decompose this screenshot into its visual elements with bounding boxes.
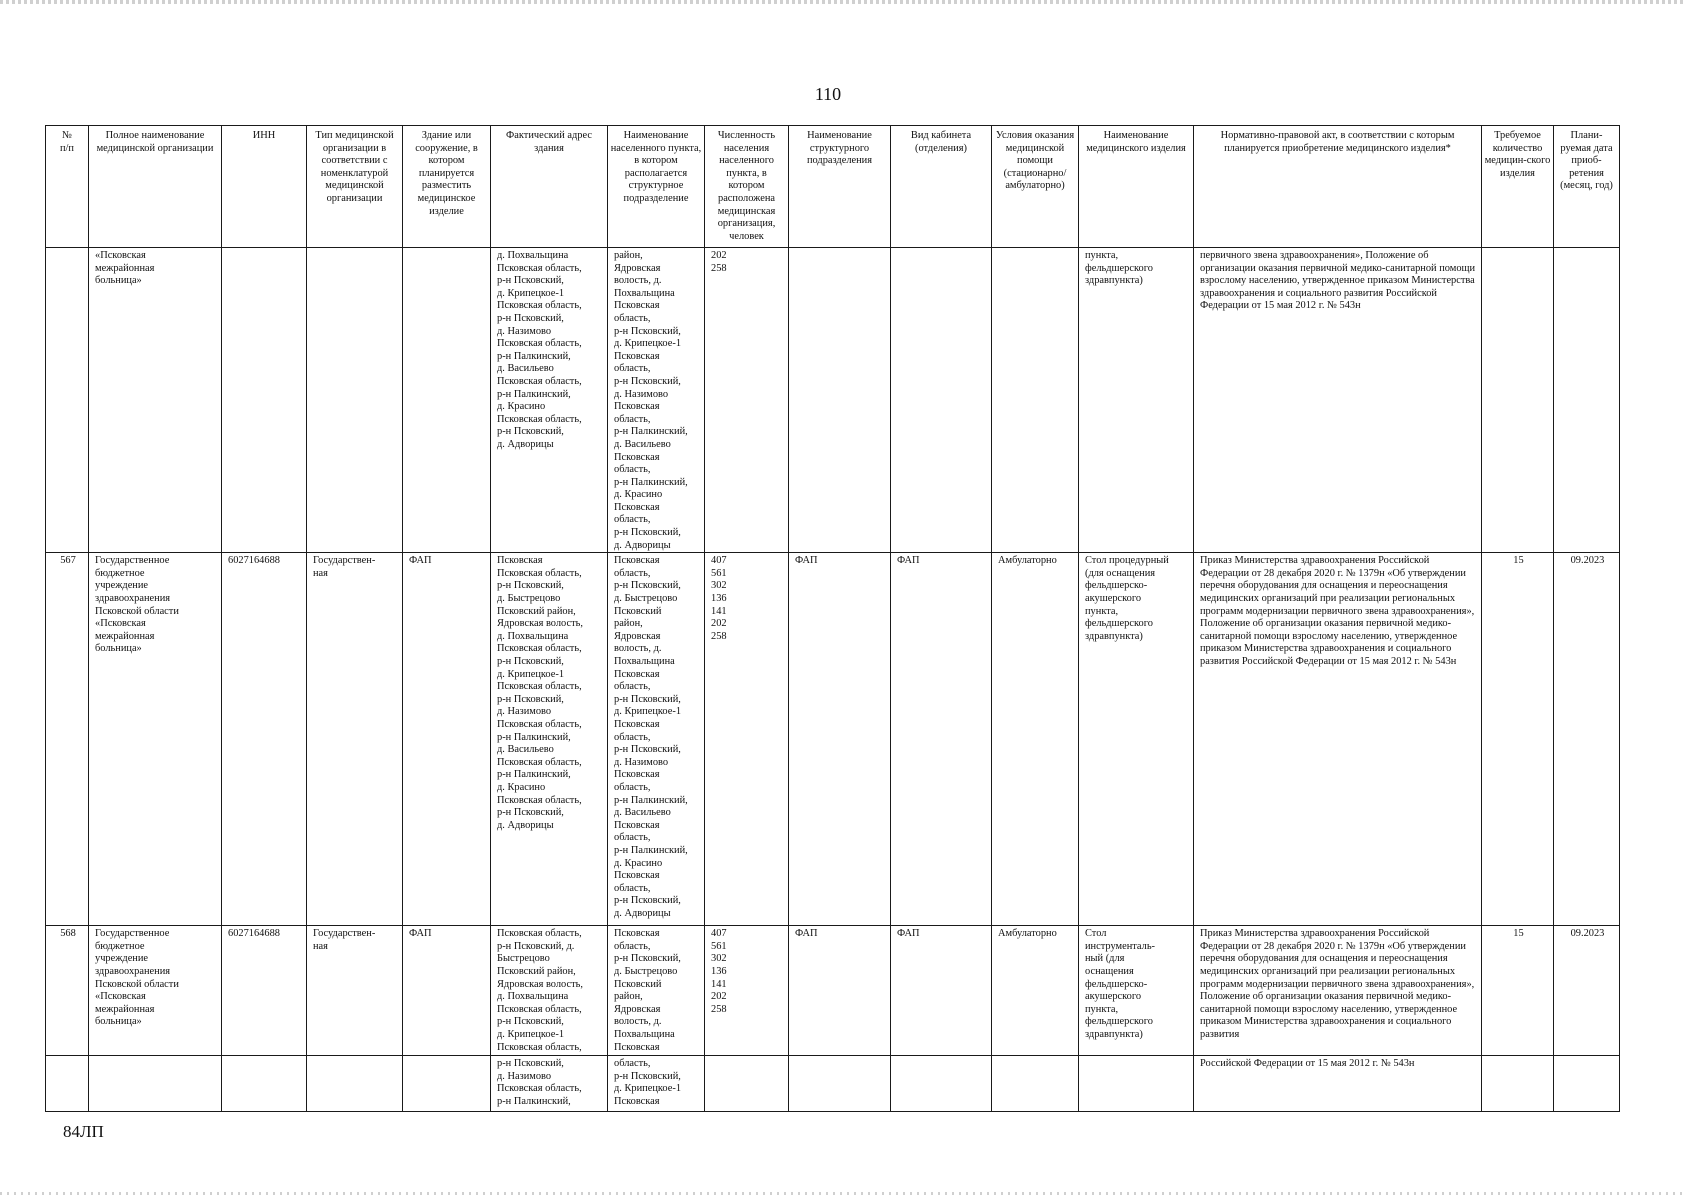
- cell-legal-act: Российской Федерации от 15 мая 2012 г. № 543н: [1194, 1056, 1482, 1112]
- header-legal-act: Нормативно-правовой акт, в соответствии с которым планируется приобретение медицинского изделия*: [1194, 126, 1482, 248]
- cell-building: [403, 248, 491, 553]
- cell-inn: 6027164688: [222, 926, 307, 1056]
- header-quantity: Требуемое количество медицин-ского изделия: [1482, 126, 1554, 248]
- cell-population: 202 258: [705, 248, 789, 553]
- header-device: Наименование медицинского изделия: [1079, 126, 1194, 248]
- cell-org-type: Государствен- ная: [307, 553, 403, 926]
- header-settlement: Наименование населенного пункта, в котором располагается структурное подразделение: [608, 126, 705, 248]
- cell-cabinet: [891, 1056, 992, 1112]
- cell-division: ФАП: [789, 553, 891, 926]
- cell-date: [1554, 1056, 1620, 1112]
- cell-population: [705, 1056, 789, 1112]
- cell-settlement: Псковская область, р-н Псковский, д. Быстрецово Псковский район, Ядровская волость, д. Похвальщина Псковская область, р-н Псковский, д. Крипецкое-1 Псковская область, р-н Псковский, д. Назимово Псковская область, р-н Палкинский, д. Васильево Псковская область, р-н Палкинский, д. Красино Псковская область, р-н Псковский, д. Адворицы: [608, 553, 705, 926]
- cell-quantity: [1482, 1056, 1554, 1112]
- cell-division: [789, 1056, 891, 1112]
- cell-address: д. Похвальщина Псковская область, р-н Псковский, д. Крипецкое-1 Псковская область, р-н Псковский, д. Назимово Псковская область, р-н Палкинский, д. Васильево Псковская область, р-н Палкинский, д. Красино Псковская область, р-н Псковский, д. Адворицы: [491, 248, 608, 553]
- cell-quantity: 15: [1482, 926, 1554, 1056]
- cell-population: 407 561 302 136 141 202 258: [705, 926, 789, 1056]
- header-building: Здание или сооружение, в котором планируется разместить медицинское изделие: [403, 126, 491, 248]
- cell-org-type: [307, 248, 403, 553]
- header-inn: ИНН: [222, 126, 307, 248]
- cell-device: пункта, фельдшерского здравпункта): [1079, 248, 1194, 553]
- table-row: [46, 248, 1620, 553]
- table-row: [46, 553, 1620, 926]
- cell-cabinet: ФАП: [891, 553, 992, 926]
- medical-equipment-table: [45, 125, 1620, 1112]
- cell-inn: 6027164688: [222, 553, 307, 926]
- scan-edge-top: [0, 0, 1686, 4]
- cell-population: 407 561 302 136 141 202 258: [705, 553, 789, 926]
- header-org-name: Полное наименование медицинской организации: [89, 126, 222, 248]
- cell-num: 567: [46, 553, 89, 926]
- cell-date: 09.2023: [1554, 553, 1620, 926]
- cell-division: [789, 248, 891, 553]
- cell-conditions: Амбулаторно: [992, 553, 1079, 926]
- header-address: Фактический адрес здания: [491, 126, 608, 248]
- cell-num: 568: [46, 926, 89, 1056]
- cell-conditions: [992, 1056, 1079, 1112]
- cell-quantity: [1482, 248, 1554, 553]
- cell-inn: [222, 248, 307, 553]
- cell-address: р-н Псковский, д. Назимово Псковская область, р-н Палкинский,: [491, 1056, 608, 1112]
- cell-building: [403, 1056, 491, 1112]
- cell-settlement: район, Ядровская волость, д. Похвальщина Псковская область, р-н Псковский, д. Крипецкое-1 Псковская область, р-н Псковский, д. Назимово Псковская область, р-н Палкинский, д. Васильево Псковская область, р-н Палкинский, д. Красино Псковская область, р-н Псковский, д. Адворицы: [608, 248, 705, 553]
- cell-num: [46, 1056, 89, 1112]
- cell-inn: [222, 1056, 307, 1112]
- cell-org-type: [307, 1056, 403, 1112]
- cell-device: Стол инструменталь- ный (для оснащения фельдшерско- акушерского пункта, фельдшерского здравпункта): [1079, 926, 1194, 1056]
- cell-building: ФАП: [403, 926, 491, 1056]
- cell-quantity: 15: [1482, 553, 1554, 926]
- header-num: № п/п: [46, 126, 89, 248]
- cell-settlement: Псковская область, р-н Псковский, д. Быстрецово Псковский район, Ядровская волость, д. Похвальщина Псковская: [608, 926, 705, 1056]
- header-division: Наименование структурного подразделения: [789, 126, 891, 248]
- header-population: Численность населения населенного пункта, в котором расположена медицинская организация, человек: [705, 126, 789, 248]
- cell-legal-act: первичного звена здравоохранения», Положение об организации оказания первичной медико-санитарной помощи взрослому населению, утвержденное приказом Министерства здравоохранения и социального развития Российской Федерации от 15 мая 2012 г. № 543н: [1194, 248, 1482, 553]
- footer-document-code: 84ЛП: [63, 1122, 104, 1141]
- header-date: Плани-руемая дата приоб-ретения (месяц, год): [1554, 126, 1620, 248]
- cell-org-name: [89, 1056, 222, 1112]
- cell-legal-act: Приказ Министерства здравоохранения Российской Федерации от 28 декабря 2020 г. № 1379н «Об утверждении перечня оборудования для оснащения и переоснащения медицинских организаций при реализации региональных программ модернизации первичного звена здравоохранения», Положение об организации оказания первичной медико-санитарной помощи взрослому населению, утвержденное приказом Министерства здравоохранения и социального развития: [1194, 926, 1482, 1056]
- cell-cabinet: ФАП: [891, 926, 992, 1056]
- cell-org-name: Государственное бюджетное учреждение здравоохранения Псковской области «Псковская межрайонная больница»: [89, 926, 222, 1056]
- header-org-type: Тип медицинской организации в соответствии с номенклатурой медицинской организации: [307, 126, 403, 248]
- cell-settlement: область, р-н Псковский, д. Крипецкое-1 Псковская: [608, 1056, 705, 1112]
- header-conditions: Условия оказания медицинской помощи (стационарно/ амбулаторно): [992, 126, 1079, 248]
- table-row: [46, 1056, 1620, 1112]
- cell-building: ФАП: [403, 553, 491, 926]
- table-row: [46, 926, 1620, 1056]
- cell-device: [1079, 1056, 1194, 1112]
- cell-date: [1554, 248, 1620, 553]
- scan-edge-bottom: [0, 1192, 1686, 1195]
- cell-legal-act: Приказ Министерства здравоохранения Российской Федерации от 28 декабря 2020 г. № 1379н «Об утверждении перечня оборудования для оснащения и переоснащения медицинских организаций при реализации региональных программ модернизации первичного звена здравоохранения», Положение об организации оказания первичной медико-санитарной помощи взрослому населению, утвержденное приказом Министерства здравоохранения и социального развития Российской Федерации от 15 мая 2012 г. № 543н: [1194, 553, 1482, 926]
- table-header-row: [46, 126, 1620, 248]
- cell-cabinet: [891, 248, 992, 553]
- cell-org-name: «Псковская межрайонная больница»: [89, 248, 222, 553]
- cell-address: Псковская Псковская область, р-н Псковский, д. Быстрецово Псковский район, Ядровская волость, д. Похвальщина Псковская область, р-н Псковский, д. Крипецкое-1 Псковская область, р-н Псковский, д. Назимово Псковская область, р-н Палкинский, д. Васильево Псковская область, р-н Палкинский, д. Красино Псковская область, р-н Псковский, д. Адворицы: [491, 553, 608, 926]
- cell-device: Стол процедурный (для оснащения фельдшерско- акушерского пункта, фельдшерского здравпункта): [1079, 553, 1194, 926]
- cell-division: ФАП: [789, 926, 891, 1056]
- cell-num: [46, 248, 89, 553]
- page-number: 110: [814, 84, 842, 104]
- cell-org-type: Государствен- ная: [307, 926, 403, 1056]
- cell-conditions: [992, 248, 1079, 553]
- cell-address: Псковская область, р-н Псковский, д. Быстрецово Псковский район, Ядровская волость, д. Похвальщина Псковская область, р-н Псковский, д. Крипецкое-1 Псковская область,: [491, 926, 608, 1056]
- cell-org-name: Государственное бюджетное учреждение здравоохранения Псковской области «Псковская межрайонная больница»: [89, 553, 222, 926]
- header-cabinet: Вид кабинета (отделения): [891, 126, 992, 248]
- cell-conditions: Амбулаторно: [992, 926, 1079, 1056]
- cell-date: 09.2023: [1554, 926, 1620, 1056]
